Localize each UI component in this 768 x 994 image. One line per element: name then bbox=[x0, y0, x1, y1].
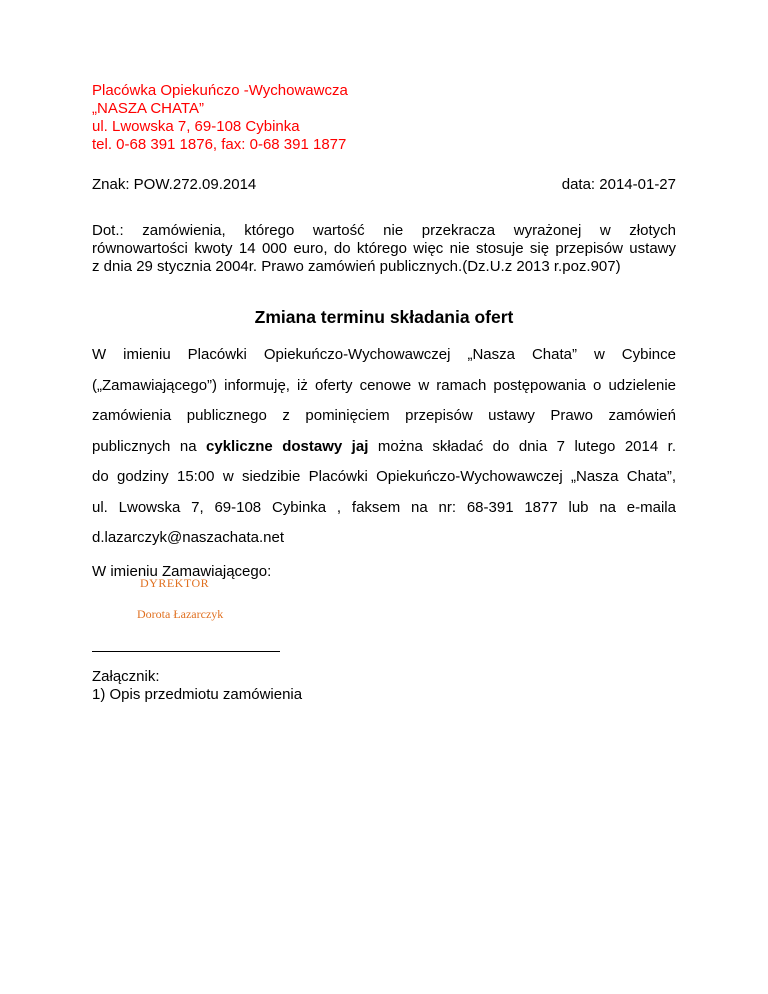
stamp-title: DYREKTOR bbox=[140, 576, 210, 590]
signature-label: W imieniu Zamawiającego: bbox=[92, 563, 272, 580]
institution-short-name: „NASZA CHATA” bbox=[92, 100, 204, 117]
order-subject-bold: cykliczne dostawy jaj bbox=[206, 437, 369, 455]
subject-line: Dot.: zamówienia, którego wartość nie przekracza wyrażonej w złotych bbox=[92, 222, 676, 239]
reference-number: Znak: POW.272.09.2014 bbox=[92, 176, 257, 193]
institution-header bbox=[92, 82, 348, 154]
institution-phone-fax: tel. 0-68 391 1876, fax: 0-68 391 1877 bbox=[92, 136, 347, 153]
body-text-fragment: można składać do dnia 7 lutego 2014 r. bbox=[368, 437, 676, 455]
body-paragraph bbox=[92, 340, 676, 554]
document-date: data: 2014-01-27 bbox=[561, 176, 676, 193]
subject-line: równowartości kwoty 14 000 euro, do którego więc nie stosuje się przepisów ustawy bbox=[92, 240, 676, 257]
signature-line bbox=[92, 651, 280, 652]
subject-paragraph bbox=[92, 222, 676, 276]
contact-email: d.lazarczyk@naszachata.net bbox=[92, 529, 284, 546]
body-line: W imieniu Placówki Opiekuńczo-Wychowawczej „Nasza Chata” w Cybince bbox=[92, 346, 676, 363]
body-line: do godziny 15:00 w siedzibie Placówki Opiekuńczo-Wychowawczej „Nasza Chata”, bbox=[92, 468, 676, 485]
body-line-deadline bbox=[92, 432, 676, 463]
body-line: ul. Lwowska 7, 69-108 Cybinka , faksem na nr: 68-391 1877 lub na e-maila bbox=[92, 498, 676, 516]
institution-name: Placówka Opiekuńczo -Wychowawcza bbox=[92, 82, 348, 99]
attachment-item: 1) Opis przedmiotu zamówienia bbox=[92, 686, 303, 703]
institution-address: ul. Lwowska 7, 69-108 Cybinka bbox=[92, 118, 300, 135]
subject-line: z dnia 29 stycznia 2004r. Prawo zamówień publicznych.(Dz.U.z 2013 r.poz.907) bbox=[92, 258, 621, 275]
document-title: Zmiana terminu składania ofert bbox=[254, 307, 514, 327]
body-text-fragment: publicznych na bbox=[92, 437, 207, 455]
stamp-name: Dorota Łazarczyk bbox=[137, 607, 224, 621]
body-line: zamówienia publicznego z pominięciem przepisów ustawy Prawo zamówień bbox=[92, 407, 676, 424]
body-line: („Zamawiającego”) informuję, iż oferty cenowe w ramach postępowania o udzielenie bbox=[92, 376, 676, 394]
attachment-label: Załącznik: bbox=[92, 668, 160, 685]
